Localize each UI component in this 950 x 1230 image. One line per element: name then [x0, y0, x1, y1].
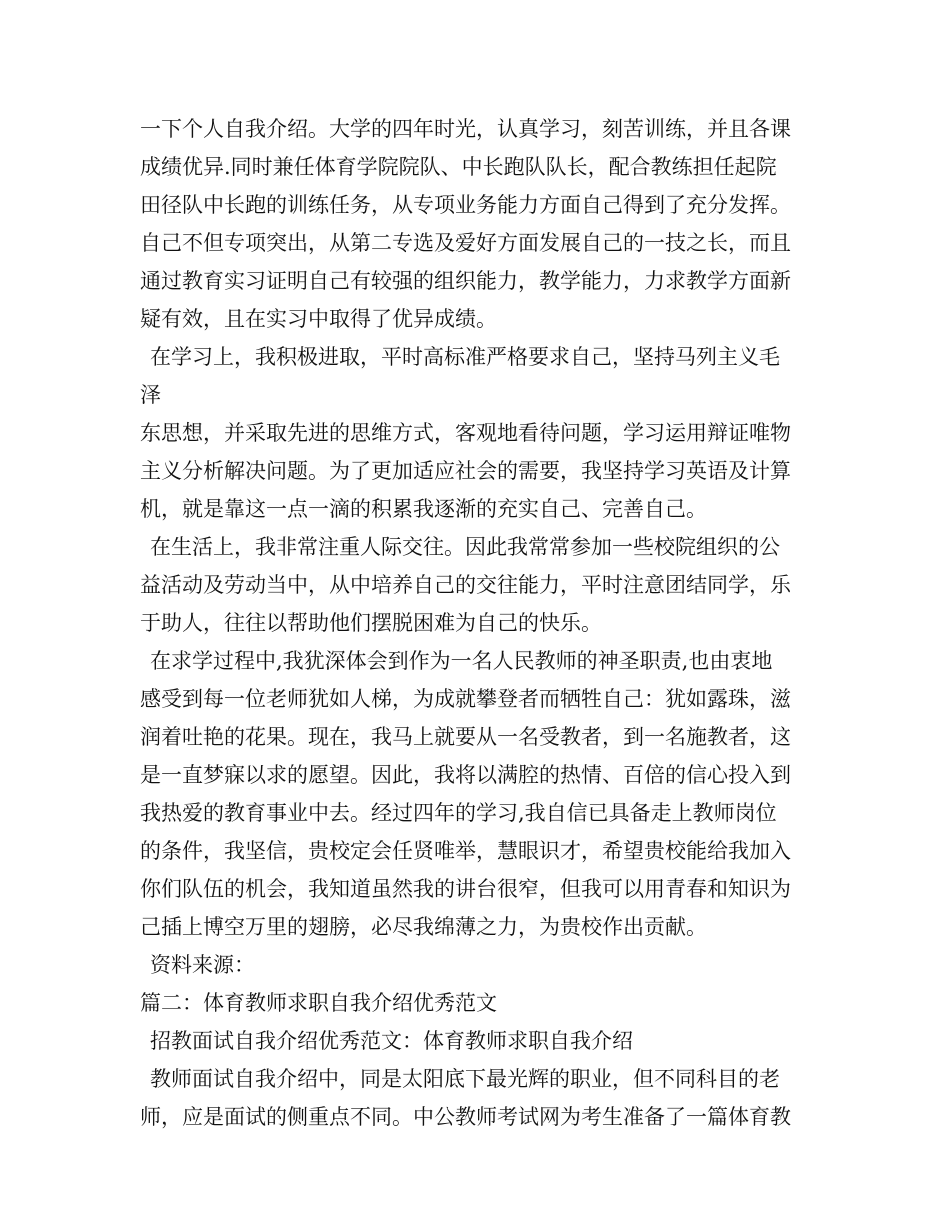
text-line: 一下个人自我介绍。大学的四年时光，认真学习，刻苦训练，并且各课: [140, 117, 791, 141]
paragraph-start-line: 教师面试自我介绍中，同是太阳底下最光辉的职业，但不同科目的老: [150, 1067, 780, 1091]
text-line: 是一直梦寐以求的愿望。因此，我将以满腔的热情、百倍的信心投入到: [140, 763, 791, 787]
text-line: 润着吐艳的花果。现在，我马上就要从一名受教者，到一名施教者，这: [140, 725, 791, 749]
text-line: 自己不但专项突出，从第二专选及爱好方面发展自己的一技之长，而且: [140, 231, 791, 255]
text-line: 泽: [140, 383, 161, 407]
text-line: 己插上博空万里的翅膀，必尽我绵薄之力，为贵校作出贡献。: [140, 915, 707, 939]
text-line: 感受到每一位老师犹如人梯，为成就攀登者而牺牲自己：犹如露珠，滋: [140, 687, 791, 711]
paragraph-start-line: 在学习上，我积极进取，平时高标准严格要求自己，坚持马列主义毛: [150, 345, 780, 369]
text-line: 田径队中长跑的训练任务，从专项业务能力方面自己得到了充分发挥。: [140, 193, 791, 217]
text-line: 的条件，我坚信，贵校定会任贤唯举，慧眼识才，希望贵校能给我加入: [140, 839, 791, 863]
text-line: 疑有效，且在实习中取得了优异成绩。: [140, 307, 497, 331]
paragraph-start-line: 在求学过程中,我犹深体会到作为一名人民教师的神圣职责,也由衷地: [150, 649, 773, 673]
text-line: 师，应是面试的侧重点不同。中公教师考试网为考生准备了一篇体育教: [140, 1105, 791, 1129]
paragraph-start-line: 在生活上，我非常注重人际交往。因此我常常参加一些校院组织的公: [150, 535, 780, 559]
text-line: 通过教育实习证明自己有较强的组织能力，教学能力，力求教学方面新: [140, 269, 791, 293]
text-line: 成绩优异.同时兼任体育学院院队、中长跑队队长，配合教练担任起院: [140, 155, 777, 179]
text-line: 我热爱的教育事业中去。经过四年的学习,我自信已具备走上教师岗位: [140, 801, 777, 825]
text-line: 主义分析解决问题。为了更加适应社会的需要，我坚持学习英语及计算: [140, 459, 791, 483]
document-body: [140, 110, 825, 1136]
article-title: 招教面试自我介绍优秀范文：体育教师求职自我介绍: [150, 1029, 633, 1053]
text-line: 东思想，并采取先进的思维方式，客观地看待问题，学习运用辩证唯物: [140, 421, 791, 445]
source-label: 资料来源：: [150, 953, 255, 977]
section-heading: 篇二：体育教师求职自我介绍优秀范文: [140, 991, 497, 1015]
text-line: 于助人，往往以帮助他们摆脱困难为自己的快乐。: [140, 611, 602, 635]
text-line: 你们队伍的机会，我知道虽然我的讲台很窄，但我可以用青春和知识为: [140, 877, 791, 901]
text-line: 益活动及劳动当中，从中培养自己的交往能力，平时注意团结同学，乐: [140, 573, 791, 597]
text-line: 机，就是靠这一点一滴的积累我逐渐的充实自己、完善自己。: [140, 497, 707, 521]
